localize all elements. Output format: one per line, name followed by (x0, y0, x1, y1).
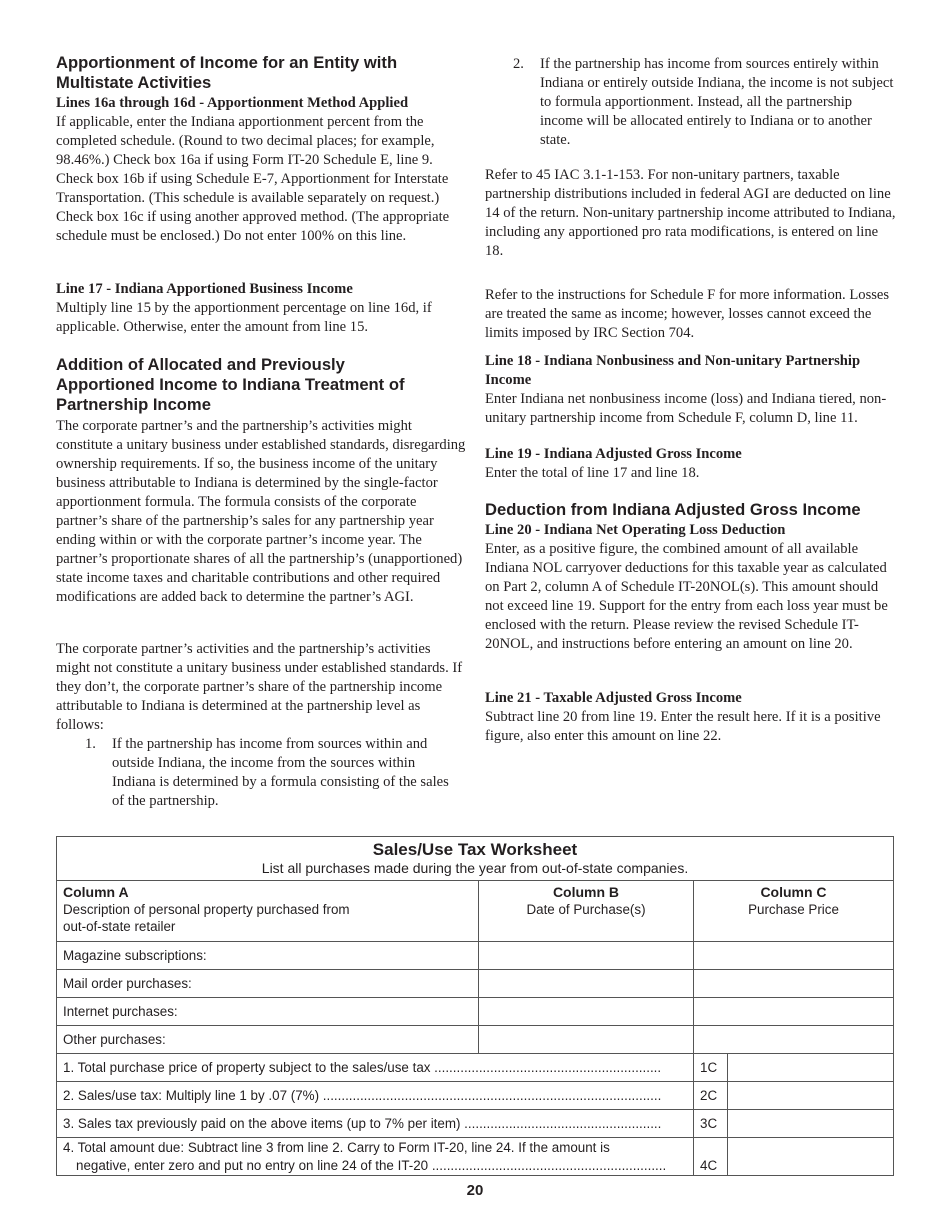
column-b-header (479, 881, 694, 942)
row-label: Other purchases: (57, 1026, 479, 1054)
paragraph: Multiply line 15 by the apportionment percentage on line 16d, if applicable. Otherwise, enter the amount from line 15. (56, 300, 432, 335)
table-row (57, 1110, 894, 1138)
line-label: 1. Total purchase price of property subject to the sales/use tax ............................................................. (57, 1054, 694, 1082)
section-lines-16 (56, 94, 468, 246)
table-row (57, 970, 894, 998)
list-text: If the partnership has income from sources within and outside Indiana, the income from the sources within Indiana is determined by a formula consisting of the sales of the partnership. (112, 736, 449, 809)
column-a-title: Column A (63, 884, 129, 900)
section-line-17 (56, 280, 468, 337)
worksheet-title: Sales/Use Tax Worksheet (372, 839, 578, 859)
table-row (57, 1026, 894, 1054)
column-b-desc: Date of Purchase(s) (526, 902, 646, 917)
subheading: Line 17 - Indiana Apportioned Business Income (56, 281, 353, 297)
subheading: Line 21 - Taxable Adjusted Gross Income (485, 690, 742, 706)
table-row (57, 1054, 894, 1082)
worksheet-subtitle: List all purchases made during the year from out-of-state companies. (261, 859, 689, 876)
line-code: 4C (694, 1138, 728, 1176)
line-text: negative, enter zero and put no entry on line 24 of the IT-20 ............................................................... (76, 1157, 667, 1173)
section-line-21 (485, 689, 897, 746)
column-a-desc: Description of personal property purchased from out-of-state retailer (63, 902, 350, 934)
line-label: 2. Sales/use tax: Multiply line 1 by .07 (7%) ........................................................................................... (57, 1082, 694, 1110)
line-label: 3. Sales tax previously paid on the above items (up to 7% per item) ..................................................... (57, 1110, 694, 1138)
row-label: Magazine subscriptions: (57, 942, 479, 970)
section-line-20 (485, 521, 897, 654)
amount-cell[interactable] (728, 1110, 894, 1138)
price-cell[interactable] (694, 942, 894, 970)
page-number: 20 (466, 1182, 484, 1199)
section-line-18 (485, 352, 897, 428)
price-cell[interactable] (694, 998, 894, 1026)
section-heading: Addition of Allocated and Previously Apportioned Income to Indiana Treatment of Partnership Income (56, 355, 405, 414)
row-label: Mail order purchases: (57, 970, 479, 998)
paragraph: The corporate partner’s activities and the partnership’s activities might not constitute a unitary business under established standards. If they don’t, the corporate partner’s share of the partnership income attributable to Indiana is determined at the partnership level as follows: (56, 641, 463, 733)
column-b-title: Column B (552, 884, 620, 900)
paragraph: If applicable, enter the Indiana apportionment percent from the completed schedule. (Round to two decimal places; for example, 98.46%.) Check box 16a if using Form IT-20 Schedule E, line 9. Check box 16b if using Schedule E-7, Apportionment for Interstate Transportation. (This schedule is available separately on request.) Check box 16c if using another approved method. (The appropriate schedule must be enclosed.) Do not enter 100% on this line. (56, 114, 450, 244)
column-c-desc: Purchase Price (748, 902, 839, 917)
price-cell[interactable] (694, 970, 894, 998)
section-heading: Apportionment of Income for an Entity with Multistate Activities (56, 53, 398, 92)
line-label (57, 1138, 694, 1176)
amount-cell[interactable] (728, 1082, 894, 1110)
date-cell[interactable] (479, 1026, 694, 1054)
list-number: 1. (85, 736, 96, 752)
date-cell[interactable] (479, 998, 694, 1026)
amount-cell[interactable] (728, 1138, 894, 1176)
subheading: Line 20 - Indiana Net Operating Loss Deduction (485, 522, 786, 538)
column-c-header (694, 881, 894, 942)
date-cell[interactable] (479, 970, 694, 998)
price-cell[interactable] (694, 1026, 894, 1054)
line-code: 2C (694, 1082, 728, 1110)
column-a-header (57, 881, 479, 942)
amount-cell[interactable] (728, 1054, 894, 1082)
paragraph: Refer to the instructions for Schedule F for more information. Losses are treated the same as income; however, losses cannot exceed the limits imposed by IRC Section 704. (485, 287, 890, 341)
table-row (57, 942, 894, 970)
section-heading: Deduction from Indiana Adjusted Gross Income (485, 500, 861, 519)
table-row (57, 1082, 894, 1110)
paragraph: Enter the total of line 17 and line 18. (485, 465, 700, 481)
paragraph: The corporate partner’s and the partnership’s activities might constitute a unitary business under established standards, disregarding ownership requirements. If so, the business income of the unitary business attributable to Indiana is determined by the single-factor apportionment formula. The formula consists of the corporate partner’s share of the partnership’s sales for any partnership year ending within or with the corporate partner’s income year. The partner’s proportionate shares of all the partnership’s (unapportioned) state income taxes and charitable contributions and other required modifications are added back to determine the partner’s AGI. (56, 418, 466, 605)
paragraph: Enter Indiana net nonbusiness income (loss) and Indiana tiered, non-unitary partnership income from Schedule F, column D, line 11. (485, 391, 887, 426)
table-row (57, 998, 894, 1026)
subheading: Lines 16a through 16d - Apportionment Method Applied (56, 95, 409, 111)
column-c-title: Column C (760, 884, 827, 900)
line-code: 1C (694, 1054, 728, 1082)
section-line-19 (485, 445, 897, 483)
sales-use-tax-worksheet (56, 836, 894, 1176)
line-code: 3C (694, 1110, 728, 1138)
paragraph: Enter, as a positive figure, the combined amount of all available Indiana NOL carryover deductions for this taxable year as calculated on Part 2, column A of Schedule IT-20NOL(s). This amount should not exceed line 19. Support for the entry from each loss year must be enclosed with the return. Please review the revised Schedule IT-20NOL, and instructions before entering an amount on line 20. (485, 541, 888, 652)
date-cell[interactable] (479, 942, 694, 970)
subheading: Line 19 - Indiana Adjusted Gross Income (485, 446, 742, 462)
list-text: If the partnership has income from sources entirely within Indiana or entirely outside Indiana, the income is not subject to formula apportionment. Instead, all the partnership income will be allocated entirely to Indiana or to another state. (540, 56, 894, 148)
line-text: 4. Total amount due: Subtract line 3 from line 2. Carry to Form IT-20, line 24. If the amount is (63, 1139, 610, 1155)
worksheet-header (57, 837, 894, 881)
paragraph: Subtract line 20 from line 19. Enter the result here. If it is a positive figure, also enter this amount on line 22. (485, 709, 881, 744)
list-number: 2. (513, 56, 524, 72)
table-row (57, 1138, 894, 1176)
paragraph: Refer to 45 IAC 3.1-1-153. For non-unitary partners, taxable partnership distributions included in federal AGI are deducted on line 14 of the return. Non-unitary partnership income attributed to Indiana, including any apportioned pro rata modifications, is entered on line 18. (485, 167, 896, 259)
row-label: Internet purchases: (57, 998, 479, 1026)
subheading: Line 18 - Indiana Nonbusiness and Non-unitary Partnership Income (485, 353, 861, 388)
